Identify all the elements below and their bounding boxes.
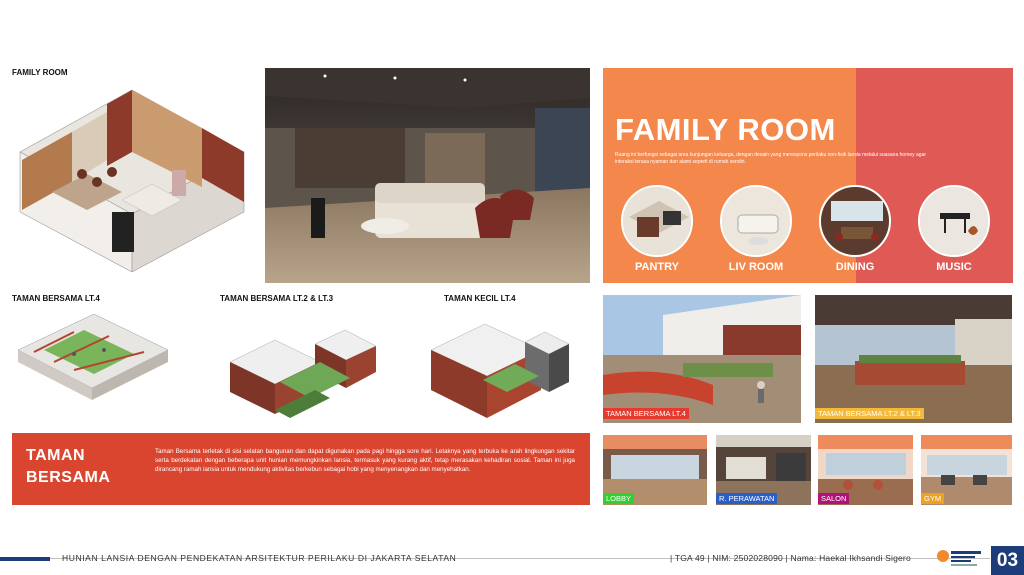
footer-accent-line [0, 557, 50, 561]
lobby-tag: LOBBY [603, 493, 634, 504]
taman-lt23-label: TAMAN BERSAMA LT.2 & LT.3 [220, 294, 334, 303]
family-room-render [265, 68, 590, 283]
salon-render [818, 435, 913, 505]
perawatan-tag: R. PERAWATAN [716, 493, 777, 504]
gym-render [921, 435, 1012, 505]
title-line-2: BERSAMA [26, 469, 111, 486]
music-label: MUSIC [936, 261, 972, 273]
taman-kecil-isometric [425, 310, 575, 422]
taman-lt23-tag: TAMAN BERSAMA LT.2 & LT.3 [815, 408, 924, 419]
music-thumbnail [918, 185, 990, 257]
taman-lt23-render [815, 295, 1012, 423]
family-room-title: FAMILY ROOM [615, 112, 836, 147]
taman-bersama-panel [12, 433, 590, 505]
family-room-isometric [12, 82, 252, 272]
page-number: 03 [991, 546, 1024, 575]
salon-tag: SALON [818, 493, 849, 504]
gym-tag: GYM [921, 493, 944, 504]
pantry-thumbnail [621, 185, 693, 257]
title-line-1: TAMAN [26, 447, 86, 464]
dining-thumbnail [819, 185, 891, 257]
taman-lt4-tag: TAMAN BERSAMA LT.4 [603, 408, 689, 419]
taman-bersama-title [26, 445, 110, 489]
footer-info: | TGA 49 | NIM: 2502028090 | Nama: Haekal Ikhsandi Sigero [670, 553, 911, 563]
pantry-label: PANTRY [635, 261, 679, 273]
taman-kecil-label: TAMAN KECIL LT.4 [444, 294, 516, 303]
liv-room-label: LIV ROOM [728, 261, 784, 273]
liv-room-thumbnail [720, 185, 792, 257]
family-room-description: Ruang ini berfungsi sebagai area kunjungan keluarga, dengan desain yang merespons perilaku non-fisik lansia melalui suasana homey agar interaksi terasa nyaman dan alami seperti di rumah sendiri. [615, 152, 927, 165]
taman-lt4-render [603, 295, 801, 423]
taman-bersama-description: Taman Bersama terletak di sisi selatan bangunan dan dapat digunakan pada pagi hingga sore hari. Letaknya yang terbuka ke arah lingkungan sekitar serta berdekatan dengan beberapa unit hunian memungkinkan lansia, termasuk yang kurang aktif, tetap merasakan kehadiran sosial. Taman ini juga dirancang ramah lansia untuk mendukung aktivitas berkebun sebagai hobi yang menyenangkan dan menyehatkan. [155, 448, 575, 473]
taman-lt4-isometric [14, 310, 172, 420]
university-logo [935, 546, 985, 574]
family-room-panel [603, 68, 1013, 283]
lobby-render [603, 435, 707, 505]
perawatan-render [716, 435, 811, 505]
family-room-label: FAMILY ROOM [12, 68, 68, 77]
dining-label: DINING [835, 261, 875, 273]
taman-lt23-isometric [220, 312, 380, 424]
footer-title: HUNIAN LANSIA DENGAN PENDEKATAN ARSITEKTUR PERILAKU DI JAKARTA SELATAN [62, 553, 457, 563]
taman-lt4-label: TAMAN BERSAMA LT.4 [12, 294, 100, 303]
